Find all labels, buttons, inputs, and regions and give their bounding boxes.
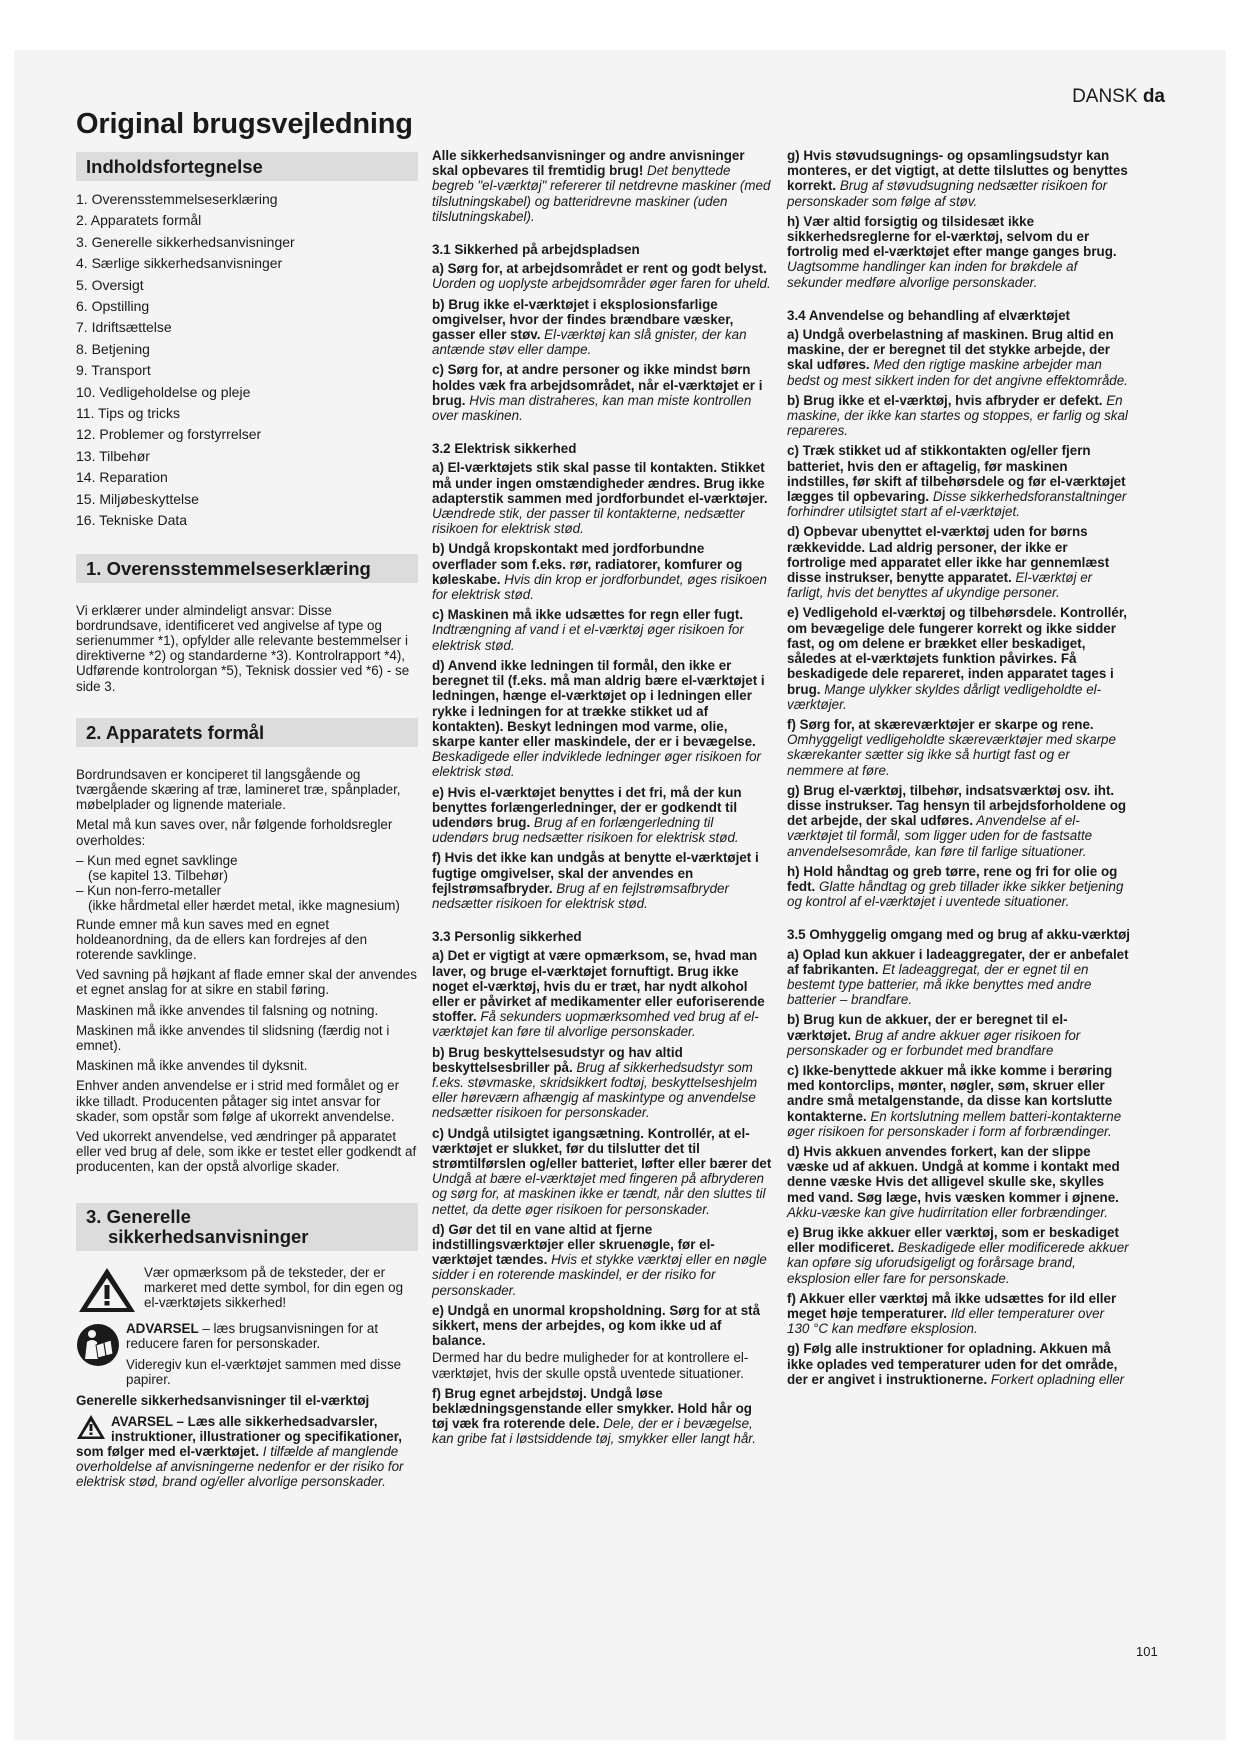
instruction-item: g) Følg alle instruktioner for opladning. Akkuen må ikke oplades ved temperaturer uden for det område, der er angivet i instruktionerne. Forkert opladning eller: [787, 1341, 1125, 1387]
toc-item: 15. Miljøbeskyttelse: [76, 490, 199, 507]
toc-item: 6. Opstilling: [76, 298, 150, 315]
subsection-3-2-heading: 3.2 Elektrisk sikkerhed: [432, 441, 577, 457]
toc-heading: Indholdsfortegnelse: [76, 152, 418, 181]
toc-item: 2. Apparatets formål: [76, 212, 202, 229]
instruction-item: b) Brug kun de akkuer, der er beregnet til el-værktøjet. Brug af andre akkuer øger risikoen for personskader og er forbundet med brandfare: [787, 1012, 1081, 1058]
instruction-item: b) Brug ikke el-værktøjet i eksplosionsfarlige omgivelser, hvor der findes brændbare væsker, gasser eller støv. El-værktøj kan slå gnister, der kan antænde støv eller dampe.: [432, 296, 747, 358]
avarsel-block: AVARSEL – Læs alle sikkerhedsadvarsler, instruktioner, illustrationer og specifikationer, som følger med el-værktøjet. I tilfælde af manglende overholdelse af anvisningerne nedenfor er der risiko for elektrisk stød, brand og/eller alvorlige personskader.: [76, 1413, 404, 1490]
toc-item: 9. Transport: [76, 362, 151, 379]
column-3: [787, 148, 1130, 1392]
paragraph: Metal må kun saves over, når følgende forholdsregler overholdes:: [76, 817, 393, 848]
toc-item: 3. Generelle sikkerhedsanvisninger: [76, 233, 295, 250]
instruction-item: a) El-værktøjets stik skal passe til kontakten. Stikket må under ingen omstændigheder ændres. Brug ikke adapterstik sammen med jordforbundet el-værktøjer. Uændrede stik, der passer til kontakterne, nedsætter risikoen for elektrisk stød.: [432, 460, 768, 537]
general-instructions-heading: Generelle sikkerhedsanvisninger til el-værktøj: [76, 1393, 370, 1409]
toc-item: 14. Reparation: [76, 469, 168, 486]
subsection-3-3-heading: 3.3 Personlig sikkerhed: [432, 929, 582, 945]
section-3-heading: 3. Generelle sikkerhedsanvisninger: [76, 1203, 418, 1251]
toc-item: 5. Oversigt: [76, 276, 144, 293]
paragraph: Maskinen må ikke anvendes til slidsning (færdig not i emnet).: [76, 1022, 390, 1053]
subsection-3-1-heading: 3.1 Sikkerhed på arbejdspladsen: [432, 242, 640, 258]
paragraph: Ved savning på højkant af flade emner skal der anvendes et egnet anslag for at sikre en stabil føring.: [76, 967, 417, 998]
instruction-item: a) Det er vigtigt at være opmærksom, se, hvad man laver, og bruge el-værktøjet fornuftigt. Brug ikke noget el-værktøj, hvis du er træt, har nydt alkohol eller er påvirket af medikamenter eller euforiserende stoffer. Få sekunders uopmærksomhed ved brug af el-værktøjet kan føre til alvorlige personskader.: [432, 948, 765, 1040]
instruction-item: b) Undgå kropskontakt med jordforbundne overflader som f.eks. rør, radiatorer, komfurer og køleskabe. Hvis din krop er jordforbundet, øges risikoen for elektrisk stød.: [432, 541, 767, 603]
column-2: [432, 148, 772, 1452]
read-manual-icon: [76, 1323, 120, 1367]
instruction-item: g) Hvis støvudsugnings- og opsamlingsudstyr kan monteres, er det vigtigt, at dette tilsluttes og benyttes korrekt. Brug af støvudsugning nedsætter risikoen for personskader som følge af støv.: [787, 148, 1128, 209]
toc-item: 11. Tips og tricks: [76, 405, 181, 422]
list-item: – Kun non-ferro-metaller: [76, 883, 222, 899]
toc-item: 7. Idriftsættelse: [76, 319, 172, 336]
warning-triangle-icon: [76, 1265, 138, 1315]
instruction-item: g) Brug el-værktøj, tilbehør, indsatsværktøj osv. iht. disse instrukser. Tag hensyn til arbejdsforholdene og det arbejde, der skal udføres. Anvendelse af el-værktøjet til formål, som ligger uden for de fastsatte anvendelsesområde, kan føre til farlige situationer.: [787, 782, 1127, 859]
paragraph: Maskinen må ikke anvendes til dyksnit.: [76, 1058, 308, 1074]
advarsel-text: ADVARSEL – læs brugsanvisningen for at reducere faren for personskader.: [126, 1320, 379, 1351]
instruction-item: f) Hvis det ikke kan undgås at benytte el-værktøjet i fugtige omgivelser, skal der anvendes en fejlstrømsafbryder. Brug af en fejlstrømsafbryder nedsætter risikoen for elektrisk stød.: [432, 850, 759, 911]
paragraph: Maskinen må ikke anvendes til falsning og notning.: [76, 1002, 379, 1018]
toc-item: 16. Tekniske Data: [76, 512, 188, 529]
instruction-item: a) Undgå overbelastning af maskinen. Brug altid en maskine, der er beregnet til det stykke arbejde, der skal udføres. Med den rigtige maskine arbejder man bedst og mest sikkert inden for det angivne effektområde.: [787, 327, 1128, 388]
instruction-item: b) Brug ikke et el-værktøj, hvis afbryder er defekt. En maskine, der ikke kan startes og stoppes, er farlig og skal repareres.: [787, 392, 1128, 439]
manual-notice: [76, 1321, 418, 1388]
paragraph: Ved ukorrekt anvendelse, ved ændringer på apparatet eller ved brug af dele, som ikke er testet eller godkendt af producenten, kan der opstå alvorlige skader.: [76, 1128, 417, 1175]
instruction-item: c) Maskinen må ikke udsættes for regn eller fugt. Indtrængning af vand i et el-værktøj øger risikoen for elektrisk stød.: [432, 607, 744, 653]
page-title: Original brugsvejledning: [76, 108, 413, 140]
instruction-item: c) Undgå utilsigtet igangsætning. Kontrollér, at el-værktøjet er slukket, før du tilslutter det til strømtilførslen og/eller batteriet, løfter eller bærer det Undgå at bære el-værktøjet med fingeren på afbryderen og sørg for, at maskinen ikke er tændt, når den sluttes til nettet, da dette øger risikoen for personskader.: [432, 1125, 772, 1217]
instruction-item: c) Sørg for, at andre personer og ikke mindst børn holdes væk fra arbejdsområdet, når el-værktøjet er i brug. Hvis man distraheres, kan man miste kontrollen over maskinen.: [432, 362, 763, 424]
instruction-item: h) Vær altid forsigtig og tilsidesæt ikke sikkerhedsreglerne for el-værktøj, selvom du er fortrolig med el-værktøjet efter mange ganges brug. Uagtsomme handlinger kan inden for brøkdele af sekunder medføre alvorlige personskader.: [787, 213, 1117, 290]
small-warning-icon: [76, 1414, 106, 1440]
toc-item: 13. Tilbehør: [76, 447, 150, 464]
instruction-item: a) Oplad kun akkuer i ladeaggregater, der er anbefalet af fabrikanten. Et ladeaggregat, der er egnet til en bestemt type batterier, må ikke benyttes med andre batterier – brandfare.: [787, 946, 1129, 1008]
instruction-item: e) Undgå en unormal kropsholdning. Sørg for at stå sikkert, mens der arbejdes, og kom ikke ud af balance.: [432, 1302, 761, 1349]
warning-notice: [76, 1265, 418, 1315]
warning-text: Vær opmærksom på de teksteder, der er markeret med dette symbol, for din egen og el-værktøjets sikkerhed!: [144, 1264, 404, 1310]
page-number: 101: [1136, 1644, 1158, 1659]
toc-item: 1. Overensstemmelseserklæring: [76, 191, 278, 207]
paragraph: Bordrundsaven er konciperet til langsgående og tværgående skæring af træ, lamineret træ, spånplader, møbelplader og lignende materiale.: [76, 766, 401, 813]
list-item: – Kun med egnet savklinge: [76, 852, 238, 868]
list-item-detail: (se kapitel 13. Tilbehør): [88, 867, 228, 883]
toc-list: [76, 189, 418, 532]
language-label: DANSK da: [1072, 86, 1165, 107]
instruction-item: f) Sørg for, at skæreværktøjer er skarpe og rene. Omhyggeligt vedligeholdte skæreværktøjer med skarpe skærekanter sætter sig ikke så hurtigt fast og er nemmere at føre.: [787, 716, 1116, 778]
toc-item: 10. Vedligeholdelse og pleje: [76, 383, 251, 400]
toc-item: 12. Problemer og forstyrrelser: [76, 426, 262, 443]
instruction-item: c) Træk stikket ud af stikkontakten og/eller fjern batteriet, hvis den er aftagelig, før maskinen indstilles, før skift af tilbehørsdele og før el-værktøjet lægges til opbevaring. Disse sikkerhedsforanstaltninger forhindrer utilsigtet start af el-værktøjet.: [787, 443, 1127, 520]
instruction-item: d) Anvend ikke ledningen til formål, den ikke er beregnet til (f.eks. må man aldrig bære el-værktøjet i ledningen, hænge el-værktøjet op i ledningen eller rykke i ledningen for at trække stikket ud af kontakten). Beskyt ledningen mod varme, olie, skarpe kanter eller maskindele, der er i bevægelse. Beskadigede eller indviklede ledninger øger risikoen for elektrisk stød.: [432, 657, 765, 780]
subsection-3-4-heading: 3.4 Anvendelse og behandling af elværktøjet: [787, 307, 1071, 323]
instruction-item: e) Vedligehold el-værktøj og tilbehørsdele. Kontrollér, om bevægelige dele fungerer korrekt og ikke sidder fast, og om delene er brækket eller beskadiget, således at el-værktøjets funktion påvirkes. Få beskadigede dele repareret, inden apparatet tages i brug. Mange ulykker skyldes dårligt vedligeholdte el-værktøjer.: [787, 605, 1128, 712]
instruction-item: h) Hold håndtag og greb tørre, rene og fri for olie og fedt. Glatte håndtag og greb tillader ikke sikker betjening og kontrol af el-værktøjet i uventede situationer.: [787, 863, 1124, 910]
subsection-3-5-heading: 3.5 Omhyggelig omgang med og brug af akku-værktøj: [787, 927, 1131, 943]
toc-item: 8. Betjening: [76, 340, 150, 357]
section-1-text: Vi erklærer under almindeligt ansvar: Disse bordrundsave, identificeret ved angivelse af type og serienummer *1), opfylder alle relevante bestemmelser i direktiverne *2) og standarderne *3). Kontrolrapport *4), Udførende kontrolorgan *5), Teknisk dossier ved *6) - se side 3.: [76, 602, 410, 694]
list-item-detail: (ikke hårdmetal eller hærdet metal, ikke magnesium): [88, 898, 400, 914]
instruction-item: f) Brug egnet arbejdstøj. Undgå løse beklædningsgenstande eller smykker. Hold hår og tøj væk fra roterende dele. Dele, der er i bevægelse, kan gribe fat i løstsiddende tøj, smykker eller langt hår.: [432, 1385, 756, 1447]
instruction-item: b) Brug beskyttelsesudstyr og hav altid beskyttelsesbriller på. Brug af sikkerhedsudstyr som f.eks. støvmaske, skridsikkert fodtøj, beskyttelseshjelm eller høreværn afhængig af maskintype og anvendelse nedsætter risikoen for personskader.: [432, 1044, 758, 1121]
intro-paragraph: Alle sikkerhedsanvisninger og andre anvisninger skal opbevares til fremtidig brug! Det benyttede begreb "el-værktøj" refererer til netdrevne maskiner (med tilslutningskabel) og batteridrevne maskiner (uden tilslutningskabel).: [432, 148, 771, 224]
instruction-item: e) Hvis el-værktøjet benyttes i det fri, må der kun benyttes forlængerledninger, der er godkendt til udendørs brug. Brug af en forlængerledning til udendørs brug nedsætter risikoen for elektrisk stød.: [432, 784, 742, 846]
column-1: [76, 152, 418, 1490]
instruction-item: e) Brug ikke akkuer eller værktøj, som er beskadiget eller modificeret. Beskadigede eller modificerede akkuer kan opføre sig uforudsigeligt og forårsage brand, eksplosion eller fare for personskade.: [787, 1225, 1129, 1286]
instruction-note: Dermed har du bedre muligheder for at kontrollere el-værktøjet, hvis der skulle opstå uventede situationer.: [432, 1350, 749, 1381]
instruction-item: c) Ikke-benyttede akkuer må ikke komme i berøring med kontorclips, mønter, nøgler, søm, skruer eller andre små metalgenstande, da disse kan kortslutte kontakterne. En kortslutning mellem batteri-kontakterne øger risikoen for personskader i form af forbrændinger.: [787, 1062, 1122, 1139]
paragraph: Enhver anden anvendelse er i strid med formålet og er ikke tilladt. Producenten påtager sig intet ansvar for skader, som opstår som følge af ukorrekt anvendelse.: [76, 1078, 400, 1124]
instruction-item: d) Opbevar ubenyttet el-værktøj uden for børns rækkevidde. Lad aldrig personer, der ikke er fortrolige med apparatet eller ikke har gennemlæst disse instrukser, benytte apparatet. El-værktøj er farligt, hvis det benyttes af ukyndige personer.: [787, 524, 1110, 601]
instruction-item: d) Gør det til en vane altid at fjerne indstillingsværktøjer eller skruenøgle, før el-værktøjet tændes. Hvis et stykke værktøj eller en nøgle sidder i en roterende maskindel, er der risiko for personskader.: [432, 1221, 767, 1298]
instruction-item: a) Sørg for, at arbejdsområdet er rent og godt belyst. Uorden og uoplyste arbejdsområder øger faren for uheld.: [432, 261, 771, 292]
instruction-item: d) Hvis akkuen anvendes forkert, kan der slippe væske ud af akkuen. Undgå at komme i kontakt med denne væske Hvis det alligevel skulle ske, skylles med vand. Søg læge, hvis væsken kommer i øjnene. Akku-væske kan give hudirritation eller forbrændinger.: [787, 1143, 1120, 1220]
section-1-heading: 1. Overensstemmelseserklæring: [76, 554, 418, 583]
toc-item: 4. Særlige sikkerhedsanvisninger: [76, 255, 283, 272]
instruction-item: f) Akkuer eller værktøj må ikke udsættes for ild eller meget høje temperaturer. Ild eller temperaturer over 130 °C kan medføre eksplosion.: [787, 1290, 1117, 1337]
section-2-heading: 2. Apparatets formål: [76, 718, 418, 747]
paragraph: Runde emner må kun saves med en egnet holdeanordning, da de ellers kan fordrejes af den roterende savklinge.: [76, 916, 368, 962]
videregiv-text: Videregiv kun el-værktøjet sammen med disse papirer.: [126, 1357, 402, 1388]
